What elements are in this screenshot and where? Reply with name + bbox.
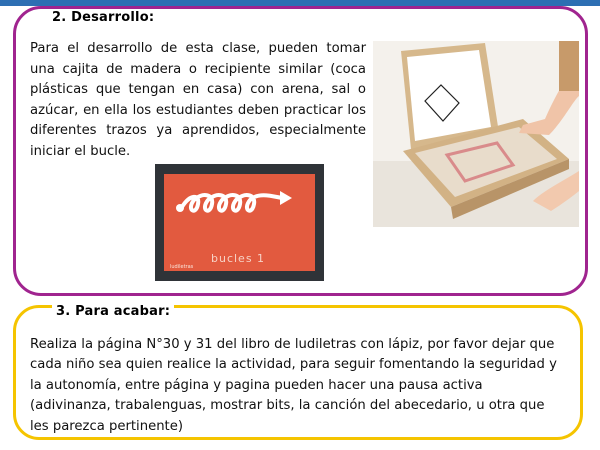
loops-tracing-icon	[164, 174, 315, 234]
para-acabar-heading: 3. Para acabar:	[52, 304, 174, 319]
bucles-card-photo	[155, 164, 324, 281]
sand-tray-illustration	[373, 41, 579, 227]
para-acabar-paragraph: Realiza la página N°30 y 31 del libro de ludiletras con lápiz, por favor dejar que cada niño sea quien realice la actividad, para seguir fomentando la seguridad y la autonomía, entre página y pagina pueden hacer una pausa activa (adivinanza, trabalenguas, mostrar bits, la canción del abecedario, u otra que les parezca pertinente)	[30, 337, 557, 434]
bucles-card	[164, 174, 315, 271]
bucles-card-label: bucles 1	[211, 252, 266, 265]
desarrollo-heading: 2. Desarrollo:	[52, 10, 155, 25]
sand-tray-photo	[373, 41, 579, 227]
bucles-card-brand: ludiletras	[170, 264, 194, 270]
desarrollo-paragraph: Para el desarrollo de esta clase, pueden tomar una cajita de madera o recipiente similar (coca plásticas que tengan en casa) con arena, sal o azúcar, en ella los estudiantes deben practicar los diferentes trazos ya aprendidos, especialmente iniciar el bucle.	[30, 41, 366, 159]
